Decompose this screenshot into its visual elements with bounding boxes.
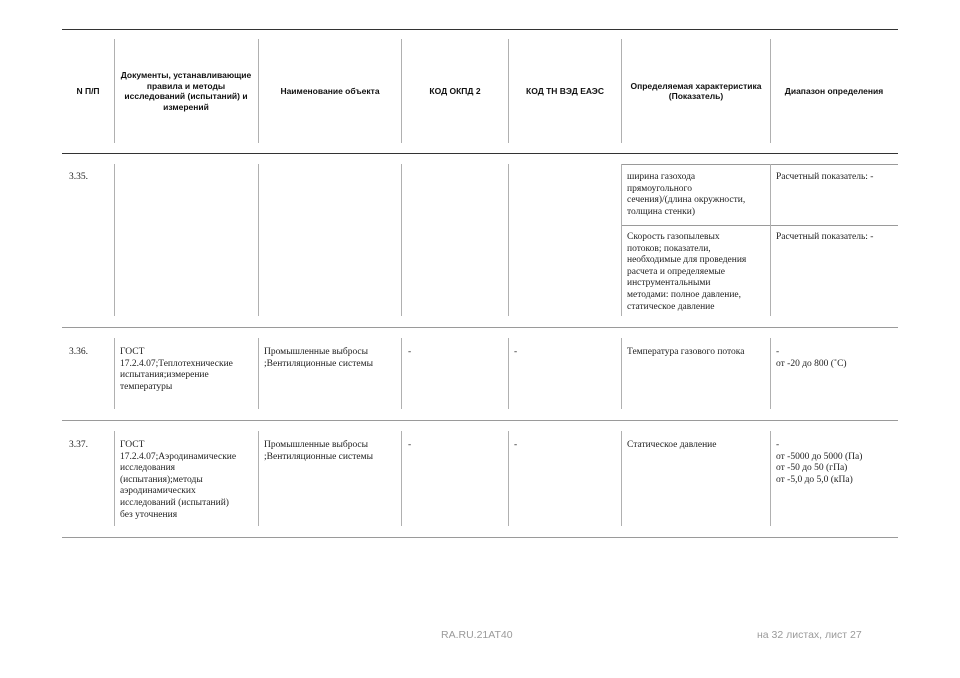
row-337-bottom-rule [62, 537, 898, 538]
row-separator [621, 164, 622, 316]
table-top-rule [62, 29, 898, 30]
row-separator [258, 164, 259, 316]
row-separator [770, 338, 771, 409]
characteristic-cell: Скорость газопылевых потоков; показатели, необходимые для проведения расчета и определяемые инструментальными методами: полное давление, статическое давление [627, 232, 747, 312]
header-bottom-rule [62, 153, 898, 154]
row-number: 3.35. [69, 172, 88, 182]
header-col-okpd: КОД ОКПД 2 [429, 85, 481, 96]
row-335-mid-rule [621, 225, 898, 226]
footer-doc-id: RA.RU.21АТ40 [441, 629, 513, 641]
object-cell: Промышленные выбросы ;Вентиляционные системы [264, 440, 373, 462]
row-separator [770, 164, 771, 316]
header-separator [258, 39, 259, 143]
row-number: 3.37. [69, 440, 88, 450]
range-cell: Расчетный показатель: - [776, 232, 874, 242]
row-number: 3.36. [69, 347, 88, 357]
footer-page-count: на 32 листах, лист 27 [757, 629, 862, 641]
row-separator [258, 431, 259, 526]
okpd-cell: - [408, 347, 412, 357]
row-separator [621, 338, 622, 409]
documents-cell: ГОСТ 17.2.4.07;Аэродинамические исследования (испытания);методы аэродинамических исследований (испытаний) без уточнения [120, 440, 237, 520]
row-separator [114, 431, 115, 526]
row-separator [258, 338, 259, 409]
header-separator [770, 39, 771, 143]
header-col-characteristic: Определяемая характеристика (Показатель) [630, 80, 762, 101]
row-separator [401, 431, 402, 526]
row-separator [114, 338, 115, 409]
row-separator [508, 164, 509, 316]
object-cell: Промышленные выбросы ;Вентиляционные системы [264, 347, 373, 369]
row-separator [508, 431, 509, 526]
row-335-inner-rule [621, 164, 898, 165]
row-separator [770, 431, 771, 526]
characteristic-cell: Температура газового потока [627, 347, 745, 357]
header-separator [114, 39, 115, 143]
header-separator [508, 39, 509, 143]
row-separator [114, 164, 115, 316]
characteristic-cell: Статическое давление [627, 440, 717, 450]
range-cell: - от -20 до 800 (˚С) [776, 347, 847, 369]
header-separator [621, 39, 622, 143]
characteristic-cell: ширина газохода прямоугольного сечения)/(длина окружности, толщина стенки) [627, 172, 746, 217]
header-separator [401, 39, 402, 143]
row-336-bottom-rule [62, 420, 898, 421]
range-cell: Расчетный показатель: - [776, 172, 874, 182]
row-335-bottom-rule [62, 327, 898, 328]
header-col-number: N П/П [76, 85, 100, 96]
tnved-cell: - [514, 347, 518, 357]
header-col-range: Диапазон определения [784, 85, 884, 96]
header-col-tnved: КОД ТН ВЭД ЕАЭС [526, 85, 604, 96]
okpd-cell: - [408, 440, 412, 450]
row-separator [401, 338, 402, 409]
row-separator [401, 164, 402, 316]
header-col-documents: Документы, устанавливающие правила и методы исследований (испытаний) и измерений [120, 70, 252, 112]
row-separator [508, 338, 509, 409]
tnved-cell: - [514, 440, 518, 450]
row-separator [621, 431, 622, 526]
documents-cell: ГОСТ 17.2.4.07;Теплотехнические испытания;измерение температуры [120, 347, 233, 392]
range-cell: - от -5000 до 5000 (Па) от -50 до 50 (гПа) от -5,0 до 5,0 (кПа) [776, 440, 863, 485]
header-col-object: Наименование объекта [280, 85, 380, 96]
